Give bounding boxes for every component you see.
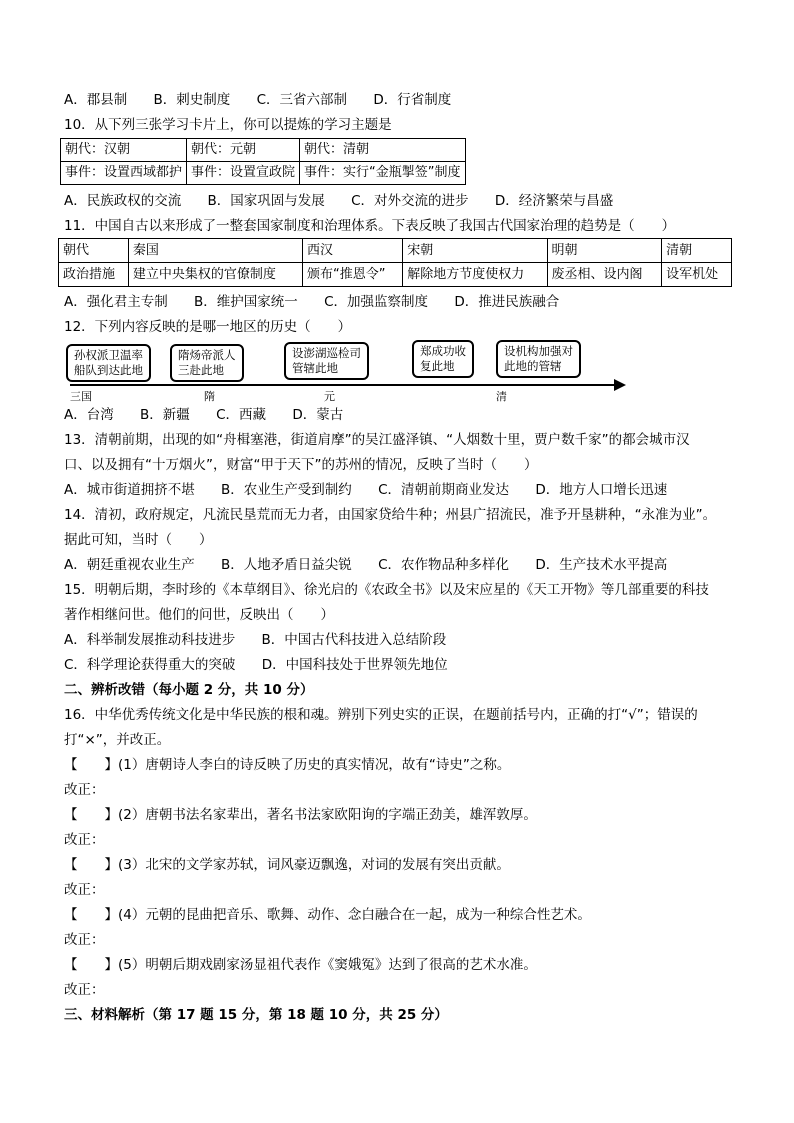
table-cell: 颁布“推恩令”	[302, 263, 402, 287]
card-event-1: 事件：设置西域都护	[61, 162, 187, 185]
table-row	[61, 162, 466, 185]
q12-option-a: A．台湾	[64, 407, 114, 423]
q10-cards-table	[60, 138, 466, 185]
card-dynasty-2: 朝代：元朝	[187, 139, 300, 162]
timeline-box-2: 隋炀帝派人 三赴此地	[170, 344, 244, 382]
table-cell: 清朝	[662, 239, 732, 263]
q15-options-row2	[64, 655, 470, 675]
q15-options-row1	[64, 630, 468, 650]
q13-stem-line1: 13．清朝前期，出现的如“舟楫塞港，街道肩摩”的吴江盛泽镇、“人烟数十里，贾户数千家”的都会城市汉	[64, 432, 690, 448]
q15-option-a: A．科举制发展推动科技进步	[64, 632, 236, 648]
q10-option-d: D．经济繁荣与昌盛	[494, 193, 614, 209]
q16-correction-2: 改正：	[64, 832, 105, 848]
q14-option-b: B．人地矛盾日益尖锐	[221, 557, 352, 573]
q13-stem-line2: 口、以及拥有“十万烟火”，财富“甲于天下”的苏州的情况，反映了当时（ ）	[64, 457, 538, 473]
table-cell: 宋朝	[403, 239, 547, 263]
q16-correction-1: 改正：	[64, 782, 105, 798]
q11-option-c: C．加强监察制度	[324, 294, 429, 310]
q13-option-c: C．清朝前期商业发达	[378, 482, 510, 498]
card-event-2: 事件：设置宣政院	[187, 162, 300, 185]
timeline-axis	[70, 384, 618, 386]
q16-stem-line2: 打“×”，并改正。	[64, 732, 171, 748]
q14-option-d: D．生产技术水平提高	[535, 557, 668, 573]
q15-option-b: B．中国古代科技进入总结阶段	[261, 632, 447, 648]
table-cell: 设军机处	[662, 263, 732, 287]
timeline-box-4: 郑成功收 复此地	[412, 340, 474, 378]
q11-option-a: A．强化君主专制	[64, 294, 168, 310]
q13-option-d: D．地方人口增长迅速	[535, 482, 668, 498]
q10-options	[64, 191, 635, 211]
q11-table	[58, 238, 732, 287]
q16-item-3: 【 】(3）北宋的文学家苏轼，词风豪迈飘逸，对词的发展有突出贡献。	[64, 857, 510, 873]
q11-option-b: B．维护国家统一	[194, 294, 298, 310]
q10-option-c: C．对外交流的进步	[351, 193, 469, 209]
timeline-tick-sanguo: 三国	[70, 390, 92, 403]
section2-title: 二、辨析改错（每小题 2 分，共 10 分）	[64, 682, 314, 698]
q9-option-c: C．三省六部制	[256, 92, 348, 108]
q12-options	[64, 405, 365, 425]
q10-option-b: B．国家巩固与发展	[207, 193, 325, 209]
card-dynasty-1: 朝代：汉朝	[61, 139, 187, 162]
q9-options	[64, 90, 473, 110]
table-cell: 解除地方节度使权力	[403, 263, 547, 287]
q12-option-b: B．新疆	[140, 407, 190, 423]
q9-option-b: B．刺史制度	[153, 92, 231, 108]
timeline-tick-yuan: 元	[324, 390, 335, 403]
q16-correction-4: 改正：	[64, 932, 105, 948]
q14-option-c: C．农作物品种多样化	[378, 557, 510, 573]
q16-item-1: 【 】(1）唐朝诗人李白的诗反映了历史的真实情况，故有“诗史”之称。	[64, 757, 511, 773]
q15-stem-line1: 15．明朝后期，李时珍的《本草纲目》、徐光启的《农政全书》以及宋应星的《天工开物》等几部重要的科技	[64, 582, 709, 598]
card-event-3: 事件：实行“金瓶掣签”制度	[300, 162, 465, 185]
q9-option-d: D．行省制度	[373, 92, 452, 108]
timeline-box-1: 孙权派卫温率 船队到达此地	[66, 344, 151, 382]
timeline-box-3: 设澎湖巡检司 管辖此地	[284, 342, 369, 380]
q13-option-b: B．农业生产受到制约	[221, 482, 352, 498]
timeline-box-5: 设机构加强对 此地的管辖	[496, 340, 581, 378]
timeline-tick-sui: 隋	[204, 390, 215, 403]
q14-option-a: A．朝廷重视农业生产	[64, 557, 195, 573]
q14-options	[64, 555, 689, 575]
table-row	[59, 263, 732, 287]
q16-correction-5: 改正：	[64, 982, 105, 998]
q13-option-a: A．城市街道拥挤不堪	[64, 482, 195, 498]
table-cell: 政治措施	[59, 263, 129, 287]
q14-stem-line1: 14．清初，政府规定，凡流民垦荒而无力者，由国家贷给牛种；州县广招流民，准予开垦耕种，“永准为业”。	[64, 507, 717, 523]
table-cell: 建立中央集权的官僚制度	[128, 263, 302, 287]
q11-stem: 11．中国自古以来形成了一整套国家制度和治理体系。下表反映了我国古代国家治理的趋势是（ ）	[64, 218, 676, 234]
q14-stem-line2: 据此可知，当时（ ）	[64, 532, 213, 548]
q16-item-2: 【 】(2）唐朝书法名家辈出，著名书法家欧阳询的字端正劲美，雄浑敦厚。	[64, 807, 537, 823]
q16-stem-line1: 16．中华优秀传统文化是中华民族的根和魂。辨别下列史实的正误，在题前括号内，正确的打“√”；错误的	[64, 707, 698, 723]
q12-option-d: D．蒙古	[292, 407, 344, 423]
table-row	[59, 239, 732, 263]
q10-stem: 10．从下列三张学习卡片上，你可以提炼的学习主题是	[64, 117, 392, 133]
q12-option-c: C．西藏	[216, 407, 267, 423]
q11-option-d: D．推进民族融合	[454, 294, 560, 310]
q10-option-a: A．民族政权的交流	[64, 193, 182, 209]
timeline-arrow-icon	[614, 379, 626, 391]
table-cell: 明朝	[547, 239, 662, 263]
card-dynasty-3: 朝代：清朝	[300, 139, 465, 162]
q15-option-d: D．中国科技处于世界领先地位	[261, 657, 448, 673]
q12-stem: 12．下列内容反映的是哪一地区的历史（ ）	[64, 319, 352, 335]
q16-item-4: 【 】(4）元朝的昆曲把音乐、歌舞、动作、念白融合在一起，成为一种综合性艺术。	[64, 907, 591, 923]
q9-option-a: A．郡县制	[64, 92, 128, 108]
q15-option-c: C．科学理论获得重大的突破	[64, 657, 236, 673]
q11-options	[64, 292, 581, 312]
q15-stem-line2: 著作相继问世。他们的问世，反映出（ ）	[64, 607, 334, 623]
table-cell: 朝代	[59, 239, 129, 263]
timeline-tick-qing: 清	[496, 390, 507, 403]
q16-item-5: 【 】(5）明朝后期戏剧家汤显祖代表作《窦娥冤》达到了很高的艺术水准。	[64, 957, 537, 973]
q12-timeline	[62, 340, 628, 404]
section3-title: 三、材料解析（第 17 题 15 分，第 18 题 10 分，共 25 分）	[64, 1007, 448, 1023]
q16-correction-3: 改正：	[64, 882, 105, 898]
table-row	[61, 139, 466, 162]
table-cell: 秦国	[128, 239, 302, 263]
table-cell: 废丞相、设内阁	[547, 263, 662, 287]
q13-options	[64, 480, 689, 500]
table-cell: 西汉	[302, 239, 402, 263]
